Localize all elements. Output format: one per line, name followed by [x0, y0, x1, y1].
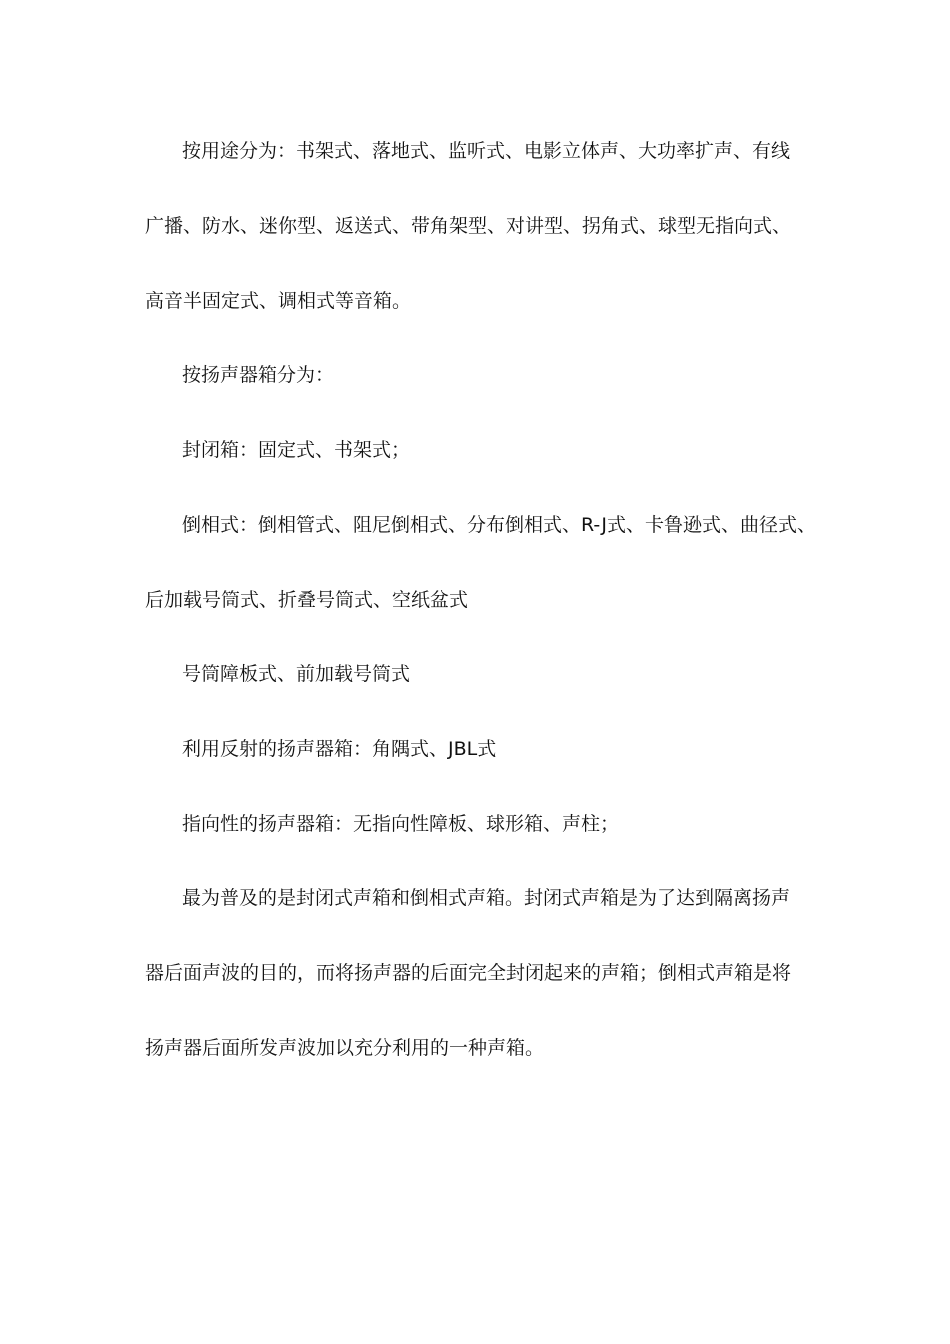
paragraph-reflection-box: 利用反射的扬声器箱：角隅式、JBL式	[182, 738, 497, 760]
heading-by-enclosure: 按扬声器箱分为：	[182, 364, 335, 386]
paragraph-bass-reflex-line-1: 倒相式：倒相管式、阻尼倒相式、分布倒相式、R-J式、卡鲁逊式、曲径式、	[182, 514, 816, 536]
paragraph-bass-reflex-line-2: 后加载号筒式、折叠号筒式、空纸盆式	[145, 589, 469, 611]
paragraph-summary-line-3: 扬声器后面所发声波加以充分利用的一种声箱。	[145, 1037, 545, 1059]
paragraph-usage-line-2: 广播、防水、迷你型、返送式、带角架型、对讲型、拐角式、球型无指向式、	[145, 215, 792, 237]
paragraph-sealed-box: 封闭箱：固定式、书架式；	[182, 439, 411, 461]
paragraph-usage-line-1: 按用途分为：书架式、落地式、监听式、电影立体声、大功率扩声、有线	[182, 140, 791, 162]
paragraph-summary-line-1: 最为普及的是封闭式声箱和倒相式声箱。封闭式声箱是为了达到隔离扬声	[182, 887, 791, 909]
paragraph-directional-box: 指向性的扬声器箱：无指向性障板、球形箱、声柱；	[182, 813, 620, 835]
paragraph-summary-line-2: 器后面声波的目的，而将扬声器的后面完全封闭起来的声箱；倒相式声箱是将	[145, 962, 792, 984]
paragraph-usage-line-3: 高音半固定式、调相式等音箱。	[145, 290, 412, 312]
paragraph-horn-baffle: 号筒障板式、前加载号筒式	[182, 663, 411, 685]
